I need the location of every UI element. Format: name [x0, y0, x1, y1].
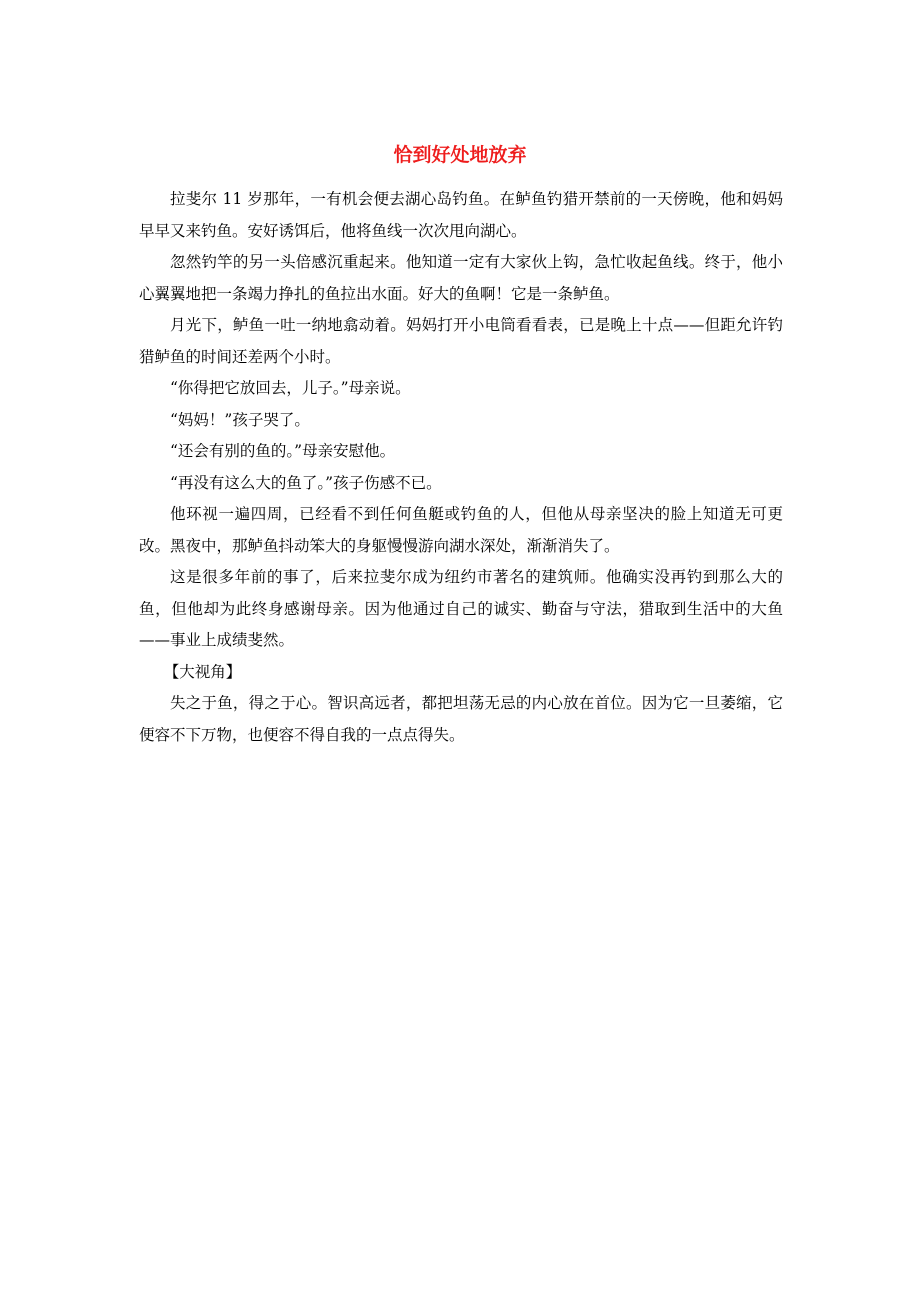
- paragraph-4: “你得把它放回去，儿子。”母亲说。: [170, 379, 411, 397]
- paragraph-9: 这是很多年前的事了，后来拉斐尔成为纽约市著名的建筑师。他确实没再钓到那么大的鱼，但他却为此终身感谢母亲。因为他通过自己的诚实、勤奋与守法，猎取到生活中的大鱼——事业上成绩斐然。: [139, 568, 783, 649]
- paragraph-5: “妈妈！”孩子哭了。: [170, 410, 310, 429]
- paragraph-3: 月光下，鲈鱼一吐一纳地翕动着。妈妈打开小电筒看看表，已是晚上十点——但距允许钓猎鲈鱼的时间还差两个小时。: [139, 316, 783, 366]
- commentary-paragraph: 失之于鱼，得之于心。智识高远者，都把坦荡无忌的内心放在首位。因为它一旦萎缩，它便容不下万物，也便容不得自我的一点点得失。: [139, 694, 783, 744]
- paragraph-6: “还会有别的鱼的。”母亲安慰他。: [170, 442, 396, 460]
- paragraph-7: “再没有这么大的鱼了。”孩子伤感不已。: [170, 473, 442, 492]
- section-heading: 【大视角】: [163, 662, 242, 681]
- paragraph-1: 拉斐尔 11 岁那年，一有机会便去湖心岛钓鱼。在鲈鱼钓猎开禁前的一天傍晚，他和妈妈早早又来钓鱼。安好诱饵后，他将鱼线一次次甩向湖心。: [139, 190, 783, 240]
- paragraph-8: 他环视一遍四周，已经看不到任何鱼艇或钓鱼的人，但他从母亲坚决的脸上知道无可更改。黑夜中，那鲈鱼抖动笨大的身躯慢慢游向湖水深处，渐渐消失了。: [139, 505, 783, 555]
- document-body: [139, 184, 783, 751]
- paragraph-2: 忽然钓竿的另一头倍感沉重起来。他知道一定有大家伙上钩，急忙收起鱼线。终于，他小心翼翼地把一条竭力挣扎的鱼拉出水面。好大的鱼啊！它是一条鲈鱼。: [139, 253, 783, 303]
- document-title: 恰到好处地放弃: [393, 144, 527, 166]
